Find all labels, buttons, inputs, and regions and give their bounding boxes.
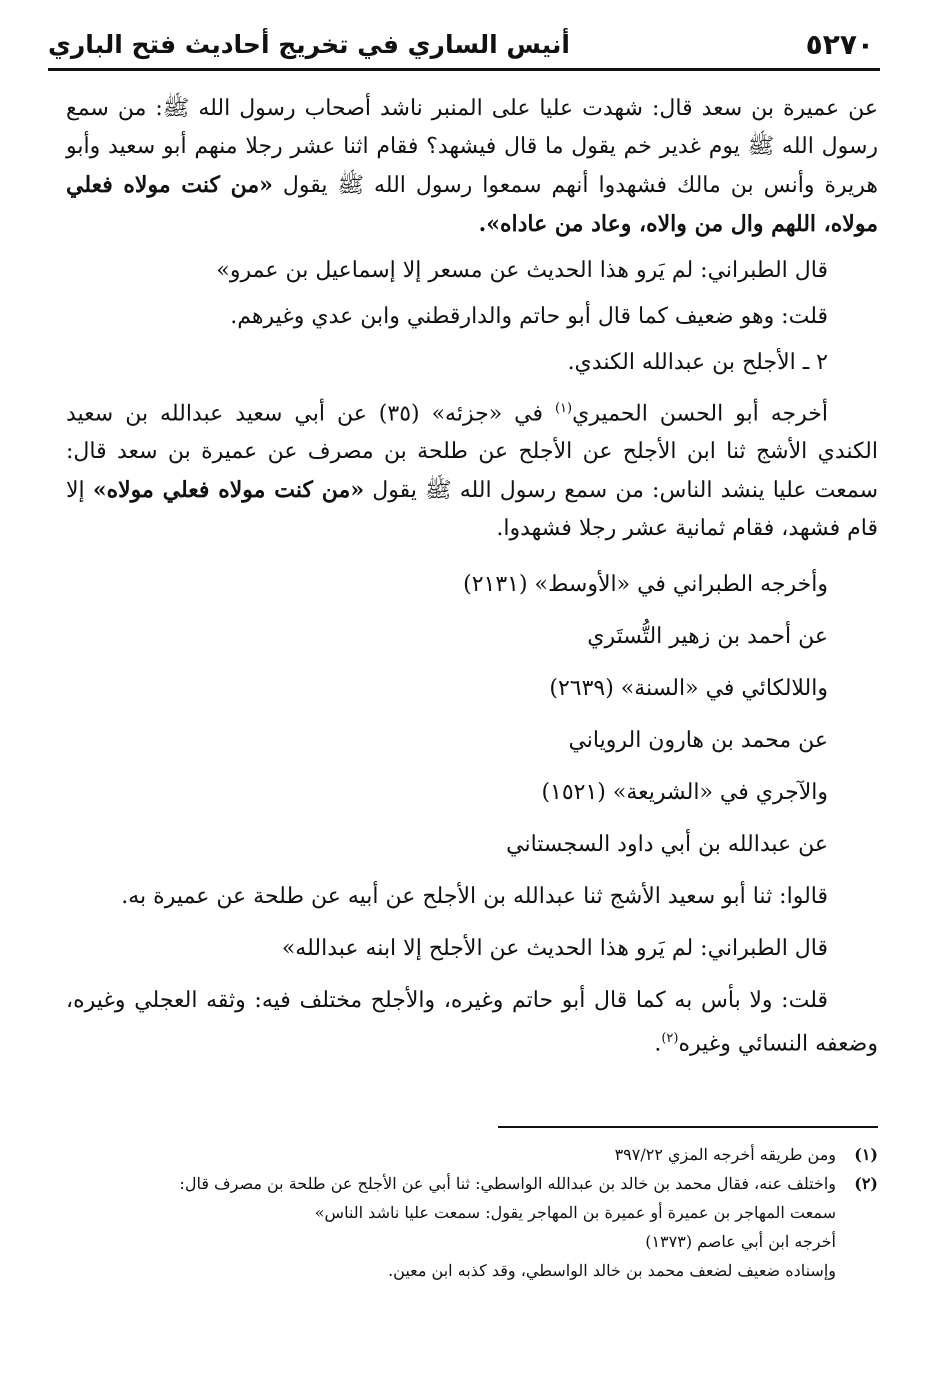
- paragraph-takhrij: [66, 390, 878, 548]
- paragraph-chain: قالوا: ثنا أبو سعيد الأشج ثنا عبدالله بن الأجلح عن أبيه عن طلحة عن عميرة به.: [121, 884, 828, 910]
- hadith-quote: «من كنت مولاه فعلي مولاه، اللهم وال من والاه، وعاد من عاداه».: [66, 172, 878, 237]
- paragraph-text: عن عميرة بن سعد قال: شهدت عليا على المنبر ناشد أصحاب رسول الله ﷺ: من سمع رسول الله ﷺ يوم غدير خم يقول ما قال فيشهد؟ فقام اثنا عشر رجلا منهم أبو سعيد وأبو هريرة وأنس بن مالك فشهدوا أنهم سمعوا رسول الله ﷺ يقول: [66, 96, 878, 198]
- paragraph-text: في «جزئه» (٣٥) عن أبي سعيد عبدالله بن سعيد الكندي الأشج ثنا ابن الأجلح عن الأجلح عن طلحة بن مصرف عن عميرة بن سعد قال: سمعت عليا ينشد الناس: من سمع رسول الله ﷺ يقول: [66, 401, 879, 504]
- footnote-2-line: أخرجه ابن أبي عاصم (١٣٧٣): [645, 1232, 836, 1251]
- paragraph-hadith-umayra: [66, 90, 878, 244]
- section-heading: ٢ ـ الأجلح بن عبدالله الكندي.: [567, 350, 828, 375]
- page-number: ٥٢٧٠: [805, 28, 874, 61]
- paragraph-comment: قلت: وهو ضعيف كما قال أبو حاتم والدارقطني وابن عدي وغيرهم.: [230, 304, 828, 329]
- source-line: عن محمد بن هارون الروياني: [568, 728, 828, 754]
- source-line: وأخرجه الطبراني في «الأوسط» (٢١٣١): [463, 572, 828, 598]
- source-line: واللالكائي في «السنة» (٢٦٣٩): [549, 676, 828, 702]
- footnote-2-line: سمعت المهاجر بن عميرة أو عميرة بن المهاجر يقول: سمعت عليا ناشد الناس»: [314, 1203, 836, 1222]
- main-text: [66, 90, 878, 1072]
- paragraph-text: أخرجه أبو الحسن الحميري: [572, 401, 828, 427]
- paragraph-text: .: [654, 1031, 662, 1057]
- paragraph-tabarani-note-2: قال الطبراني: لم يَرو هذا الحديث عن الأجلح إلا ابنه عبدالله»: [281, 936, 828, 962]
- paragraph-grading: [66, 982, 878, 1063]
- paragraph-text: إلا قام فشهد، فقام ثمانية عشر رجلا فشهدوا.: [66, 478, 878, 542]
- footnote-text: واختلف عنه، فقال محمد بن خالد بن عبدالله الواسطي: ثنا أبي عن الأجلح عن طلحة بن مصرف قال:: [179, 1174, 836, 1193]
- paragraph-text: قلت: ولا بأس به كما قال أبو حاتم وغيره، والأجلح مختلف فيه: وثقه العجلي وغيره، وضعفه النسائي وغيره: [66, 988, 878, 1057]
- footnote-2: [70, 1169, 878, 1198]
- source-line: عن عبدالله بن أبي داود السجستاني: [506, 832, 828, 858]
- footnote-number: (١): [854, 1145, 878, 1164]
- footnote-text: ومن طريقه أخرجه المزي ٣٩٧/٢٢: [614, 1145, 836, 1164]
- footnote-ref-1[interactable]: (١): [554, 401, 573, 416]
- footnote-separator: [498, 1126, 878, 1128]
- footnote-2-line: وإسناده ضعيف لضعف محمد بن خالد الواسطي، وقد كذبه ابن معين.: [388, 1261, 836, 1280]
- paragraph-tabarani-note: قال الطبراني: لم يَرو هذا الحديث عن مسعر إلا إسماعيل بن عمرو»: [216, 258, 828, 283]
- source-line: والآجري في «الشريعة» (١٥٢١): [541, 780, 828, 806]
- footnote-number: (٢): [854, 1174, 878, 1193]
- hadith-quote: «من كنت مولاه فعلي مولاه»: [92, 477, 365, 504]
- footnote-ref-2[interactable]: (٢): [661, 1031, 679, 1047]
- page-header: [48, 26, 880, 71]
- footnotes: [70, 1140, 878, 1285]
- footnote-1: [70, 1140, 878, 1169]
- source-line: عن أحمد بن زهير التُّستَري: [587, 624, 828, 650]
- book-title: أنيس الساري في تخريج أحاديث فتح الباري: [48, 30, 570, 59]
